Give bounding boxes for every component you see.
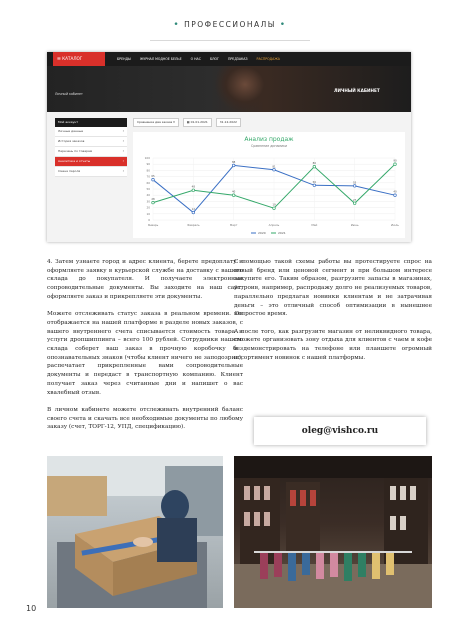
y-tick-label: 0 — [148, 218, 150, 222]
nav-item-blog[interactable]: БЛОГ — [209, 57, 219, 61]
store-photo — [234, 456, 432, 608]
y-tick-label: 80 — [146, 168, 150, 173]
data-point — [152, 178, 155, 181]
data-label: 56 — [312, 180, 316, 184]
data-point — [394, 194, 397, 197]
y-tick-label: 20 — [146, 205, 150, 210]
nav-item-about[interactable]: О НАС — [190, 57, 201, 61]
account-menu — [55, 118, 127, 177]
menu-item-products[interactable]: Перечень по товарам › — [55, 147, 127, 157]
header-rule — [150, 40, 310, 41]
page-header — [0, 20, 460, 30]
data-label: 65 — [151, 175, 155, 179]
chart-title: Анализ продаж — [244, 136, 294, 143]
data-label: 19 — [272, 203, 276, 207]
data-point — [273, 207, 276, 210]
x-tick-label: Апрель — [268, 223, 280, 227]
date-from-field[interactable]: ▦ 01.01.2021 — [183, 118, 212, 127]
data-label: 55 — [353, 181, 357, 185]
contact-email[interactable]: oleg@vishco.ru — [254, 417, 426, 445]
legend-label: 2020 — [258, 231, 266, 235]
header-dot-icon: • — [173, 20, 181, 30]
data-label: 88 — [232, 160, 236, 164]
banner-photo — [215, 66, 275, 112]
data-point — [353, 202, 356, 205]
nav-item-preorder[interactable]: ПРЕДЗАКАЗ — [227, 57, 248, 61]
paragraph: А после того, как разгрузите магазин от неликвидного товара, сможете организовать зону отдыха для клиентов с чаем и кофе и демонстрировать на телефоне или планшете огромный ассортимент новинок с нашей платформы. — [234, 328, 432, 361]
y-tick-label: 60 — [146, 180, 150, 185]
breadcrumb[interactable]: Личный кабинет — [55, 92, 83, 96]
warehouse-photo — [47, 456, 223, 608]
nav-item-brands[interactable]: БРЕНДЫ — [117, 57, 131, 61]
body-column-right — [234, 258, 432, 371]
data-label: 28 — [151, 198, 155, 202]
chevron-right-icon: › — [122, 159, 124, 163]
data-point — [394, 163, 397, 166]
y-tick-label: 90 — [146, 162, 150, 167]
paragraph: Можете отслеживать статус заказа в реальном времени. Он отображается на нашей платформе в разделе новых заказов, с вашего внутреннего счета списывается стоимость товара и услуги дропшиппинга – всего 100 рублей. Сотрудники нашего склада соберет ваш заказ в прочную коробочку без опознавательных знаков (чтобы клиент ничего не заподозрил), распечатает прикрепленные вами сопроводительные документы и передаст в транспортную компанию. Клиент получает заказ через считанные дни и напишет о вас хвалебный отзыв. — [47, 311, 243, 396]
paragraph: С помощью такой схемы работы вы протестируете спрос на новый бренд или ценовой сегмент и при большом интересе закупите его. Таким образом, разгрузите запасы в магазинах, устроив, например, распродажу долго не реализуемых товаров, параллельно предлагая новинки клиентам и не затрачивая деньги – это отличный способ оптимизации в нынешнее непростое время. — [234, 259, 432, 318]
calendar-icon: ▦ — [186, 120, 190, 124]
data-point — [192, 211, 195, 214]
chart-subtitle: Сравнение динамики — [250, 144, 288, 148]
legend-label: 2021 — [278, 231, 286, 235]
x-tick-label: Март — [229, 223, 238, 227]
site-nav — [47, 52, 411, 66]
data-point — [273, 168, 276, 171]
nav-item-journal[interactable]: ЖУРНАЛ МОДНОЕ БЕЛЬЕ — [139, 57, 182, 61]
paragraph: В личном кабинете можете отслеживать внутренний баланс своего счета и скачать все необходимые документы по любому заказу (счет, ТОРГ-12, УПД, спецификацию). — [47, 406, 243, 431]
paragraph: 4. Затем узнаете город и адрес клиента, берете предоплату и оформляете заявку в курьерской службе на доставку с вашего склада до покупателя. И получаете электронные сопроводительные документы. Вы заходите на наш сайт, оформляете заказ и прикрепляете эти документы. — [47, 259, 243, 300]
date-to-field[interactable]: 31.12.2022 — [216, 118, 241, 127]
nav-item-sale[interactable]: РАСПРОДАЖА — [256, 57, 280, 61]
page-number: 10 — [26, 604, 37, 613]
sales-chart — [133, 132, 405, 238]
chevron-right-icon: › — [122, 169, 124, 173]
y-tick-label: 70 — [146, 174, 150, 179]
x-tick-label: Июль — [391, 223, 399, 227]
header-title: ПРОФЕССИОНАЛЫ — [184, 20, 276, 29]
account-banner — [47, 66, 411, 112]
menu-item-analytics[interactable]: Аналитика и отчеты › — [55, 157, 127, 167]
data-point — [192, 189, 195, 192]
x-tick-label: Январь — [147, 223, 159, 227]
y-tick-label: 100 — [144, 156, 150, 160]
data-label: 40 — [393, 190, 397, 194]
x-tick-label: Июнь — [350, 223, 359, 227]
data-point — [232, 194, 235, 197]
data-point — [152, 201, 155, 204]
menu-item-password[interactable]: Смена пароля › — [55, 167, 127, 177]
sales-chart-panel — [133, 132, 405, 238]
menu-item-personal[interactable]: Личные данные › — [55, 127, 127, 137]
nav-items — [117, 52, 280, 66]
data-point — [232, 164, 235, 167]
header-dot-icon: • — [279, 20, 287, 30]
page-title: ЛИЧНЫЙ КАБИНЕТ — [334, 88, 380, 93]
data-label: 86 — [312, 162, 316, 166]
chart-filters — [133, 118, 241, 127]
data-label: 48 — [191, 185, 195, 189]
chevron-right-icon: › — [122, 129, 124, 133]
account-screenshot — [47, 52, 411, 242]
data-label: 81 — [272, 165, 276, 169]
y-tick-label: 50 — [146, 187, 150, 191]
y-tick-label: 10 — [146, 211, 150, 216]
data-label: 12 — [191, 208, 195, 212]
menu-item-orders[interactable]: История заказов › — [55, 137, 127, 147]
body-column-left — [47, 258, 243, 441]
y-tick-label: 40 — [146, 193, 150, 198]
x-tick-label: Февраль — [186, 223, 200, 227]
x-tick-label: Май — [311, 223, 318, 227]
data-label: 40 — [232, 190, 236, 194]
chevron-down-icon: ▾ — [173, 120, 175, 124]
y-tick-label: 30 — [146, 199, 150, 204]
data-point — [313, 165, 316, 168]
data-point — [313, 184, 316, 187]
data-label: 27 — [353, 198, 357, 202]
catalog-button[interactable]: ☰ КАТАЛОГ — [53, 52, 105, 66]
chevron-right-icon: › — [122, 149, 124, 153]
data-point — [353, 185, 356, 188]
chevron-right-icon: › — [122, 139, 124, 143]
account-menu-head: Мой аккаунт — [55, 118, 127, 127]
compare-select[interactable]: Сравнение два заказа ▾ — [133, 118, 179, 127]
data-label: 90 — [393, 159, 397, 163]
